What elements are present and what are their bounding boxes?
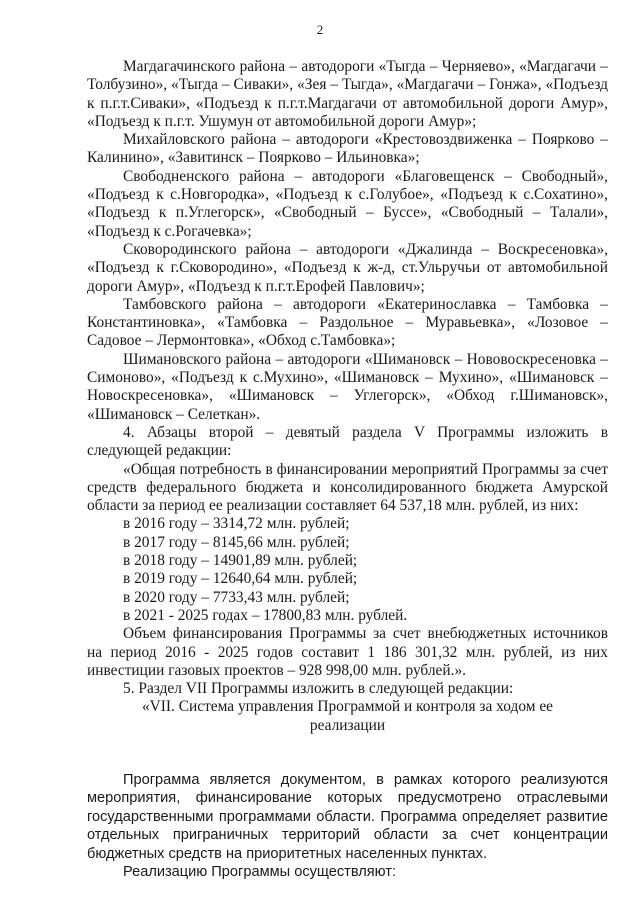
- page-number: 2: [316, 22, 324, 37]
- funding-year-2016: в 2016 году – 3314,72 млн. рублей;: [123, 515, 350, 533]
- paragraph-svobodny: Свободненского района – автодороги «Благовещенск – Свободный», «Подъезд к с.Новгородка», «Подъезд к с.Голубое», «Подъезд к с.Сохатино», «Подъезд к п.Углегорск», «Свободный – Буссе», «Свободный – Талали», «Подъезд к с.Рогачевка»;: [87, 167, 608, 240]
- paragraph-amendment-5: 5. Раздел VII Программы изложить в следующей редакции:: [123, 680, 514, 698]
- funding-year-2019: в 2019 году – 12640,64 млн. рублей;: [123, 570, 358, 588]
- section-heading-continued: реализации: [309, 716, 386, 734]
- paragraph-mikhailovka: Михайловского района – автодороги «Крестовоздвиженка – Поярково – Калинино», «Завитинск – Поярково – Ильиновка»;: [87, 131, 608, 167]
- funding-year-2020: в 2020 году – 7733,43 млн. рублей;: [123, 588, 350, 606]
- paragraph-program-description: Программа является документом, в рамках которого реализуются мероприятия, финансирование которых предусмотрено отраслевыми государственными программами области. Программа определяет развитие отдельных приграничных территорий области за счет концентрации бюджетных средств на приоритетных населенных пунктах.: [87, 771, 608, 862]
- paragraph-shimanovsk: Шимановского района – автодороги «Шимановск – Нововоскресеновка – Симоново», «Подъезд к с.Мухино», «Шимановск – Мухино», «Шимановск – Новоскресеновка», «Шимановск – Углегорск», «Обход г.Шимановск», «Шимановск – Селеткан».: [87, 350, 608, 423]
- funding-year-2018: в 2018 году – 14901,89 млн. рублей;: [123, 552, 358, 570]
- paragraph-skovorodino: Сковородинского района – автодороги «Джалинда – Воскресеновка», «Подъезд к г.Сковородино», «Подъезд к ж-д, ст.Ульручьи от автомобильной дороги Амур», «Подъезд к п.г.т.Ерофей Павлович»;: [87, 240, 608, 295]
- document-body: [87, 58, 608, 881]
- funding-year-2017: в 2017 году – 8145,66 млн. рублей;: [123, 533, 350, 551]
- section-gap: [87, 735, 608, 771]
- paragraph-extrabudgetary: Объем финансирования Программы за счет внебюджетных источников на период 2016 - 2025 годов составит 1 186 301,32 млн. рублей, из них инвестиции газовых проектов – 928 998,00 млн. рублей.».: [87, 625, 608, 679]
- paragraph-amendment-4: 4. Абзацы второй – девятый раздела V Программы изложить в следующей редакции:: [87, 423, 608, 460]
- funding-years-2021-2025: в 2021 - 2025 годах – 17800,83 млн. рублей.: [123, 606, 408, 624]
- paragraph-implementers: Реализацию Программы осуществляют:: [123, 864, 397, 881]
- paragraph-funding-total: «Общая потребность в финансировании мероприятий Программы за счет средств федерального бюджета и консолидированного бюджета Амурской области за период ее реализации составляет 64 537,18 млн. рублей, из них:: [87, 460, 608, 515]
- paragraph-tambovka: Тамбовского района – автодороги «Екатеринославка – Тамбовка – Константиновка», «Тамбовка – Раздольное – Муравьевка», «Лозовое – Садовое – Лермонтовка», «Обход с.Тамбовка»;: [87, 295, 608, 350]
- paragraph-magdagachi: Магдагачинского района – автодороги «Тыгда – Черняево», «Магдагачи – Толбузино», «Тыгда – Сиваки», «Зея – Тыгда», «Магдагачи – Гонжа», «Подъезд к п.г.т.Сиваки», «Подъезд к п.г.т.Магдагачи от автомобильной дороги Амур», «Подъезд к п.г.т. Ушумун от автомобильной дороги Амур»;: [87, 58, 608, 130]
- section-heading: «VII. Система управления Программой и контроля за ходом ее: [141, 698, 553, 716]
